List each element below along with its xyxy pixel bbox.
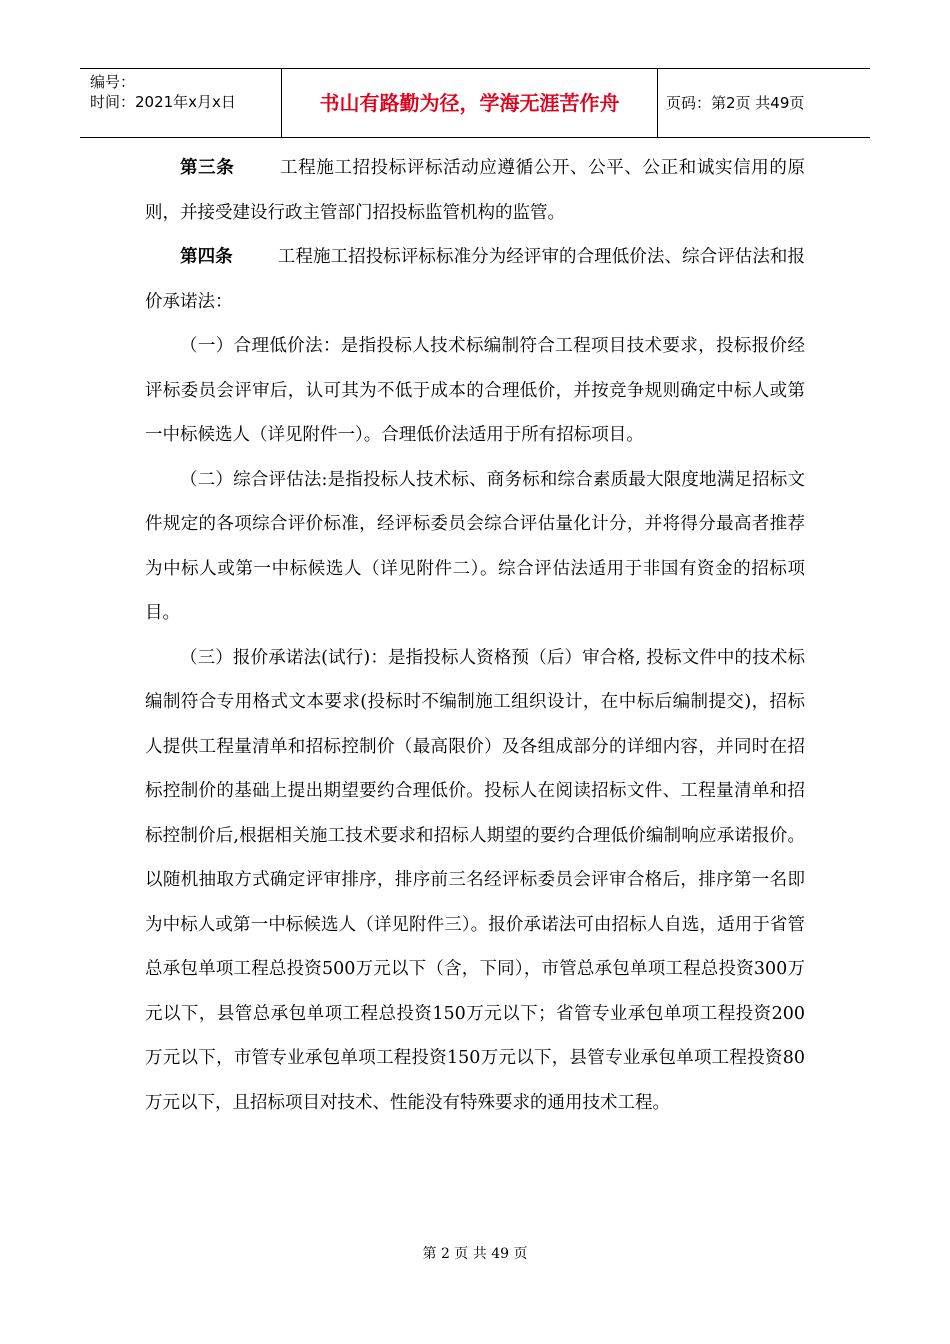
article-4-label: 第四条: [180, 247, 233, 267]
document-time-label: 时间：2021年x月x日: [90, 93, 236, 111]
article-3-label: 第三条: [180, 158, 235, 178]
header-motto: 书山有路勤为径，学海无涯苦作舟: [319, 91, 620, 115]
header-motto-cell: [282, 69, 658, 137]
page-header: [80, 68, 870, 138]
item-reasonable-low-price: （一）合理低价法：是指投标人技术标编制符合工程项目技术要求，投标报价经评标委员会评审后，认可其为不低于成本的合理低价，并按竞争规则确定中标人或第一中标候选人（详见附件一）。合理低价法适用于所有招标项目。: [145, 336, 805, 445]
article-3-text: 工程施工招投标评标活动应遵循公开、公平、公正和诚实信用的原则，并接受建设行政主管部门招投标监管机构的监管。: [145, 158, 805, 223]
header-meta: [80, 69, 282, 137]
document-number-label: 编号：: [90, 73, 136, 91]
header-page-info: 页码：第2页 共49页: [666, 94, 805, 112]
article-4-text: 工程施工招投标评标标准分为经评审的合理低价法、综合评估法和报价承诺法：: [145, 247, 806, 312]
article-3: [145, 146, 805, 235]
article-4: [145, 235, 805, 324]
item-price-commitment: （三）报价承诺法(试行)：是指投标人资格预（后）审合格, 投标文件中的技术标编制符合专用格式文本要求(投标时不编制施工组织设计，在中标后编制提交)，招标人提供工程量清单和招标控制价（最高限价）及各组成部分的详细内容，并同时在招标控制价的基础上提出期望要约合理低价。投标人在阅读招标文件、工程量清单和招标控制价后,根据相关施工技术要求和招标人期望的要约合理低价编制响应承诺报价。以随机抽取方式确定评审排序，排序前三名经评标委员会评审合格后，排序第一名即为中标人或第一中标候选人（详见附件三）。报价承诺法可由招标人自选，适用于省管总承包单项工程总投资500万元以下（含，下同），市管总承包单项工程总投资300万元以下，县管总承包单项工程总投资150万元以下；省管专业承包单项工程投资200万元以下，市管专业承包单项工程投资150万元以下，县管专业承包单项工程投资80万元以下，且招标项目对技术、性能没有特殊要求的通用技术工程。: [145, 647, 805, 1113]
document-body: [145, 146, 805, 1125]
item-comprehensive-evaluation: （二）综合评估法:是指投标人技术标、商务标和综合素质最大限度地满足招标文件规定的各项综合评价标准，经评标委员会综合评估量化计分，并将得分最高者推荐为中标人或第一中标候选人（详见附件二）。综合评估法适用于非国有资金的招标项目。: [145, 469, 805, 623]
page-footer: 第 2 页 共 49 页: [422, 1246, 528, 1262]
